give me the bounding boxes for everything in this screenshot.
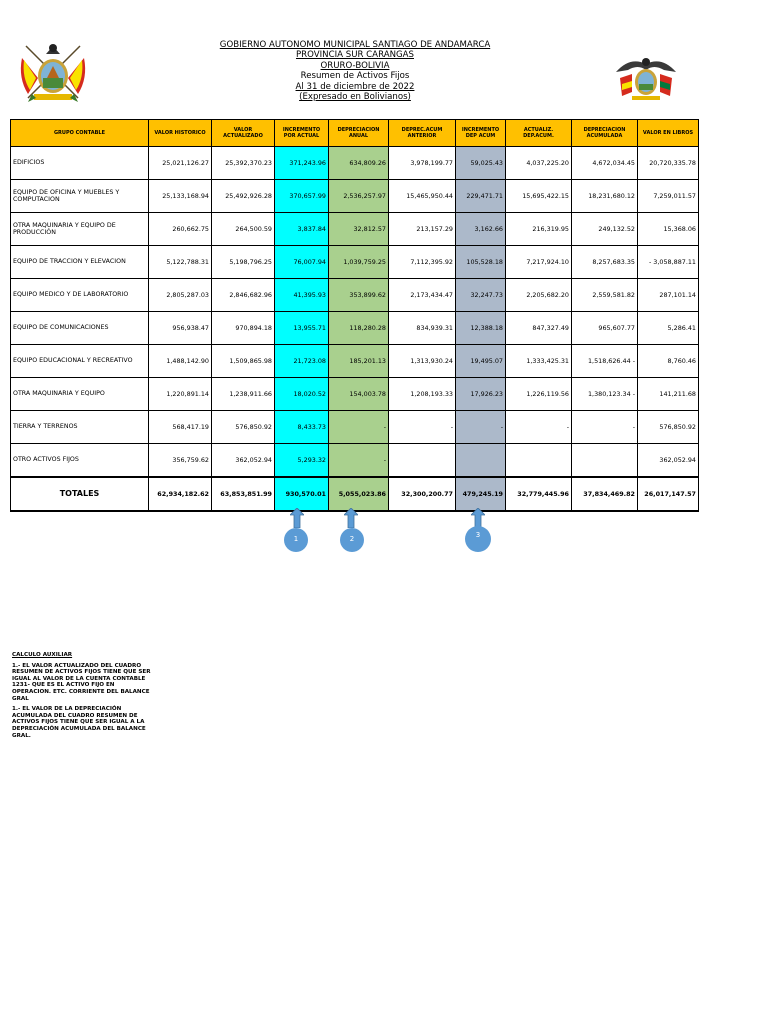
cell-value: 1,518,626.44 -: [572, 345, 638, 378]
cell-value: 8,257,683.35: [572, 246, 638, 279]
cell-value: 7,259,011.57: [638, 180, 699, 213]
col-header-book-value: VALOR EN LIBROS: [638, 120, 699, 147]
cell-value: 26,017,147.57: [638, 477, 699, 511]
asset-group-name: EQUIPO MEDICO Y DE LABORATORIO: [11, 279, 149, 312]
cell-value: 154,003.78: [329, 378, 389, 411]
cell-value: [456, 444, 506, 478]
cell-value: 3,162.66: [456, 213, 506, 246]
cell-value: 576,850.92: [212, 411, 275, 444]
cell-value: 2,205,682.20: [506, 279, 572, 312]
cell-value: 5,198,796.25: [212, 246, 275, 279]
cell-value: 229,471.71: [456, 180, 506, 213]
condor-emblem: [610, 50, 682, 102]
cell-value: 353,899.62: [329, 279, 389, 312]
table-row: [11, 345, 699, 378]
cell-value: 568,417.19: [149, 411, 212, 444]
cell-value: 371,243.96: [275, 147, 329, 180]
cell-value: 32,247.73: [456, 279, 506, 312]
cell-value: 834,939.31: [389, 312, 456, 345]
cell-value: 1,333,425.31: [506, 345, 572, 378]
cell-value: [389, 444, 456, 478]
document-header: [200, 40, 510, 102]
cell-value: [506, 444, 572, 478]
cell-value: 185,201.13: [329, 345, 389, 378]
cell-value: 362,052.94: [638, 444, 699, 478]
cell-value: 970,894.18: [212, 312, 275, 345]
arrow-up-icon: [290, 508, 304, 528]
coat-of-arms-emblem: [16, 38, 90, 106]
cell-value: 13,955.71: [275, 312, 329, 345]
cell-value: 356,759.62: [149, 444, 212, 478]
col-header-historic: VALOR HISTORICO: [149, 120, 212, 147]
cell-value: 105,528.18: [456, 246, 506, 279]
auxiliary-notes: [12, 652, 152, 743]
cell-value: 4,037,225.20: [506, 147, 572, 180]
col-header-updated-dep: ACTUALIZ. DEP.ACUM.: [506, 120, 572, 147]
col-header-annual-depreciation: DEPRECIACION ANUAL: [329, 120, 389, 147]
cell-value: 17,926.23: [456, 378, 506, 411]
cell-value: 249,132.52: [572, 213, 638, 246]
cell-value: -: [456, 411, 506, 444]
cell-value: 216,319.95: [506, 213, 572, 246]
cell-value: 41,395.93: [275, 279, 329, 312]
asset-group-name: OTRO ACTIVOS FIJOS: [11, 444, 149, 478]
cell-value: 8,433.73: [275, 411, 329, 444]
arrow-up-icon: [471, 508, 485, 528]
cell-value: 32,812.57: [329, 213, 389, 246]
cell-value: 1,039,759.25: [329, 246, 389, 279]
cell-value: 141,211.68: [638, 378, 699, 411]
cell-value: 15,695,422.15: [506, 180, 572, 213]
cell-value: 5,055,023.86: [329, 477, 389, 511]
report-date: Al 31 de diciembre de 2022: [295, 81, 415, 92]
cell-value: 956,938.47: [149, 312, 212, 345]
cell-value: 930,570.01: [275, 477, 329, 511]
marker-1: 1: [284, 528, 308, 552]
cell-value: 847,327.49: [506, 312, 572, 345]
asset-group-name: TIERRA Y TERRENOS: [11, 411, 149, 444]
cell-value: 260,662.75: [149, 213, 212, 246]
cell-value: 8,760.46: [638, 345, 699, 378]
asset-group-name: EDIFICIOS: [11, 147, 149, 180]
cell-value: 76,007.94: [275, 246, 329, 279]
cell-value: 118,280.28: [329, 312, 389, 345]
cell-value: 213,157.29: [389, 213, 456, 246]
municipality-title: GOBIERNO AUTONOMO MUNICIPAL SANTIAGO DE ANDAMARCA: [219, 40, 491, 50]
cell-value: 32,300,200.77: [389, 477, 456, 511]
cell-value: 32,779,445.96: [506, 477, 572, 511]
cell-value: 15,368.06: [638, 213, 699, 246]
table-header-row: [11, 120, 699, 147]
cell-value: 7,112,395.92: [389, 246, 456, 279]
cell-value: 287,101.14: [638, 279, 699, 312]
cell-value: 4,672,034.45: [572, 147, 638, 180]
cell-value: 1,238,911.66: [212, 378, 275, 411]
cell-value: 3,978,199.77: [389, 147, 456, 180]
cell-value: 20,720,335.78: [638, 147, 699, 180]
cell-value: 21,723.08: [275, 345, 329, 378]
cell-value: [572, 444, 638, 478]
cell-value: 965,607.77: [572, 312, 638, 345]
cell-value: 12,388.18: [456, 312, 506, 345]
cell-value: 2,846,682.96: [212, 279, 275, 312]
cell-value: 634,809.26: [329, 147, 389, 180]
cell-value: 1,488,142.90: [149, 345, 212, 378]
cell-value: 5,122,788.31: [149, 246, 212, 279]
report-currency: (Expresado en Bolivianos): [299, 92, 411, 103]
cell-value: 7,217,924.10: [506, 246, 572, 279]
cell-value: 15,465,950.44: [389, 180, 456, 213]
asset-group-name: EQUIPO DE TRACCION Y ELEVACION: [11, 246, 149, 279]
cell-value: 5,286.41: [638, 312, 699, 345]
fixed-assets-table: [10, 119, 699, 512]
table-row: [11, 444, 699, 478]
aux-note-2: 1.- EL VALOR DE LA DEPRECIACIÓN ACUMULADA DEL CUADRO RESUMEN DE ACTIVOS FIJOS TIENE QUE SER IGUAL A LA DEPRECIACIÓN ACUMULADA DEL BALANCE GRAL.: [12, 706, 146, 739]
cell-value: 25,021,126.27: [149, 147, 212, 180]
arrow-up-icon: [344, 508, 358, 528]
cell-value: 25,392,370.23: [212, 147, 275, 180]
marker-3: 3: [465, 526, 491, 552]
report-title: Resumen de Activos Fijos: [300, 71, 410, 82]
cell-value: 2,536,257.97: [329, 180, 389, 213]
table-row: [11, 180, 699, 213]
cell-value: -: [389, 411, 456, 444]
asset-group-name: EQUIPO EDUCACIONAL Y RECREATIVO: [11, 345, 149, 378]
cell-value: 37,834,469.82: [572, 477, 638, 511]
cell-value: -: [572, 411, 638, 444]
cell-value: 18,020.52: [275, 378, 329, 411]
cell-value: 1,313,930.24: [389, 345, 456, 378]
cell-value: 2,173,434.47: [389, 279, 456, 312]
cell-value: 5,293.32: [275, 444, 329, 478]
table-row: [11, 279, 699, 312]
cell-value: 2,805,287.03: [149, 279, 212, 312]
cell-value: 19,495.07: [456, 345, 506, 378]
table-row: [11, 246, 699, 279]
col-header-updated: VALOR ACTUALIZADO: [212, 120, 275, 147]
cell-value: 362,052.94: [212, 444, 275, 478]
cell-value: 59,025.43: [456, 147, 506, 180]
cell-value: 576,850.92: [638, 411, 699, 444]
totals-row: [11, 477, 699, 511]
col-header-increment: INCREMENTO POR ACTUAL: [275, 120, 329, 147]
col-header-prev-accum: DEPREC.ACUM ANTERIOR: [389, 120, 456, 147]
cell-value: - 3,058,887.11: [638, 246, 699, 279]
cell-value: 18,231,680.12: [572, 180, 638, 213]
totals-label: TOTALES: [11, 477, 149, 511]
cell-value: 25,133,168.94: [149, 180, 212, 213]
cell-value: 1,509,865.98: [212, 345, 275, 378]
aux-note-1: 1.- EL VALOR ACTUALIZADO DEL CUADRO RESUMEN DE ACTIVOS FIJOS TIENE QUE SER IGUAL AL VALOR DE LA CUENTA CONTABLE 1231- QUE ES EL ACTIVO FIJO EN OPERACION. ETC. CORRIENTE DEL BALANCE GRAL: [12, 662, 151, 702]
cell-value: 25,492,926.28: [212, 180, 275, 213]
cell-value: -: [506, 411, 572, 444]
asset-group-name: OTRA MAQUINARIA Y EQUIPO: [11, 378, 149, 411]
cell-value: 2,559,581.82: [572, 279, 638, 312]
cell-value: -: [329, 411, 389, 444]
table-row: [11, 147, 699, 180]
asset-group-name: OTRA MAQUINARIA Y EQUIPO DE PRODUCCIÓN: [11, 213, 149, 246]
table-row: [11, 213, 699, 246]
cell-value: 370,657.99: [275, 180, 329, 213]
region-title: ORURO-BOLIVIA: [320, 60, 390, 71]
col-header-accum-depreciation: DEPRECIACION ACUMULADA: [572, 120, 638, 147]
cell-value: 1,208,193.33: [389, 378, 456, 411]
cell-value: 1,226,119.56: [506, 378, 572, 411]
table-row: [11, 378, 699, 411]
cell-value: 1,220,891.14: [149, 378, 212, 411]
cell-value: 479,245.19: [456, 477, 506, 511]
cell-value: -: [329, 444, 389, 478]
col-header-group: GRUPO CONTABLE: [11, 120, 149, 147]
cell-value: 62,934,182.62: [149, 477, 212, 511]
table-row: [11, 312, 699, 345]
cell-value: 1,380,123.34 -: [572, 378, 638, 411]
aux-title: CALCULO AUXILIAR: [12, 652, 73, 658]
cell-value: 63,853,851.99: [212, 477, 275, 511]
col-header-increment-dep: INCREMENTO DEP ACUM: [456, 120, 506, 147]
cell-value: 3,837.84: [275, 213, 329, 246]
table-row: [11, 411, 699, 444]
marker-2: 2: [340, 528, 364, 552]
asset-group-name: EQUIPO DE OFICINA Y MUEBLES Y COMPUTACION: [11, 180, 149, 213]
cell-value: 264,500.59: [212, 213, 275, 246]
province-title: PROVINCIA SUR CARANGAS: [295, 50, 414, 61]
asset-group-name: EQUIPO DE COMUNICACIONES: [11, 312, 149, 345]
